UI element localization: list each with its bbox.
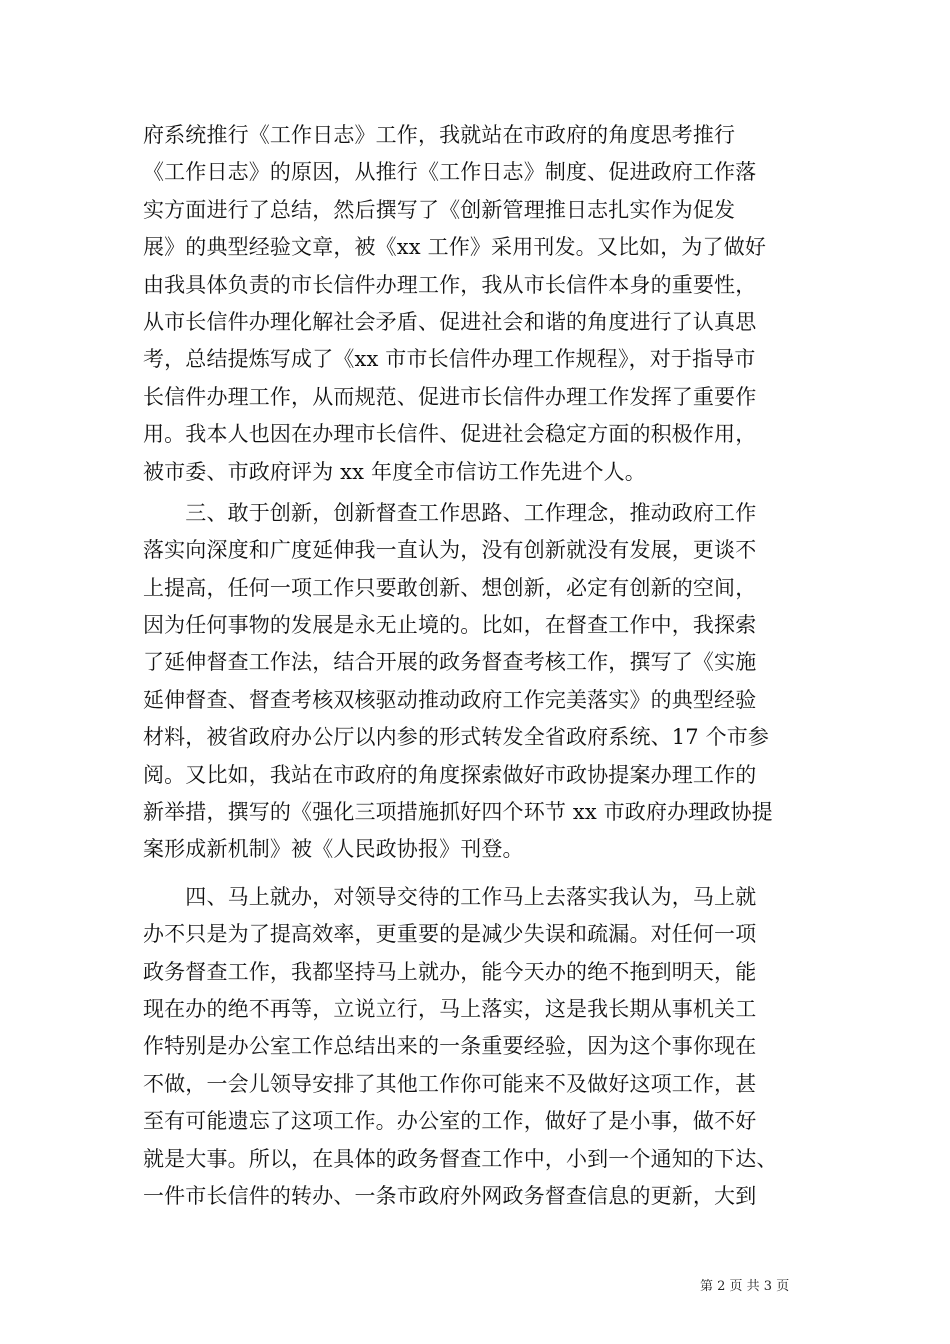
paragraph-1 xyxy=(143,117,807,491)
text-line: 三、敢于创新，创新督查工作思路、工作理念，推动政府工作 xyxy=(143,500,757,525)
text-line: 政务督查工作，我都坚持马上就办，能今天办的绝不拖到明天，能 xyxy=(143,959,757,984)
text-line: 由我具体负责的市长信件办理工作，我从市长信件本身的重要性， xyxy=(143,272,757,297)
text-line: 一件市长信件的转办、一条市政府外网政务督查信息的更新，大到 xyxy=(143,1183,757,1208)
text-line: 展》的典型经验文章，被《xx 工作》采用刊发。又比如，为了做好 xyxy=(143,235,767,260)
text-line: 办不只是为了提高效率，更重要的是减少失误和疏漏。对任何一项 xyxy=(143,922,757,947)
text-line: 阅。又比如，我站在市政府的角度探索做好市政协提案办理工作的 xyxy=(143,762,757,787)
paragraph-3 xyxy=(143,879,807,1216)
text-line: 被市委、市政府评为 xx 年度全市信访工作先进个人。 xyxy=(143,459,646,484)
text-line: 案形成新机制》被《人民政协报》刊登。 xyxy=(143,837,524,862)
text-line: 《工作日志》的原因，从推行《工作日志》制度、促进政府工作落 xyxy=(143,160,757,185)
text-line: 落实向深度和广度延伸我一直认为，没有创新就没有发展，更谈不 xyxy=(143,538,757,563)
text-line: 从市长信件办理化解社会矛盾、促进社会和谐的角度进行了认真思 xyxy=(143,309,757,334)
text-line: 新举措，撰写的《强化三项措施抓好四个环节 xx 市政府办理政协提 xyxy=(143,800,773,825)
text-line: 因为任何事物的发展是永无止境的。比如，在督查工作中，我探索 xyxy=(143,613,757,638)
text-line: 考，总结提炼写成了《xx 市市长信件办理工作规程》，对于指导市 xyxy=(143,347,756,372)
text-line: 不做，一会儿领导安排了其他工作你可能来不及做好这项工作，甚 xyxy=(143,1071,757,1096)
page-number: 第 2 页 共 3 页 xyxy=(700,1279,790,1294)
text-line: 至有可能遗忘了这项工作。办公室的工作，做好了是小事，做不好 xyxy=(143,1109,757,1134)
paragraph-spacer xyxy=(143,869,807,879)
text-line: 了延伸督查工作法，结合开展的政务督查考核工作，撰写了《实施 xyxy=(143,650,757,675)
paragraph-2 xyxy=(143,495,807,869)
text-line: 实方面进行了总结，然后撰写了《创新管理推日志扎实作为促发 xyxy=(143,197,736,222)
text-line: 就是大事。所以，在具体的政务督查工作中，小到一个通知的下达、 xyxy=(143,1146,778,1171)
text-line: 府系统推行《工作日志》工作，我就站在市政府的角度思考推行 xyxy=(143,123,736,147)
text-line: 长信件办理工作，从而规范、促进市长信件办理工作发挥了重要作 xyxy=(143,384,757,409)
text-line: 用。我本人也因在办理市长信件、促进社会稳定方面的积极作用， xyxy=(143,422,757,447)
text-line: 四、马上就办，对领导交待的工作马上去落实我认为，马上就 xyxy=(143,884,757,909)
text-line: 延伸督查、督查考核双核驱动推动政府工作完美落实》的典型经验 xyxy=(143,687,757,712)
text-line: 现在办的绝不再等，立说立行，马上落实，这是我长期从事机关工 xyxy=(143,996,757,1021)
document-body xyxy=(143,117,807,1215)
text-line: 作特别是办公室工作总结出来的一条重要经验，因为这个事你现在 xyxy=(143,1034,757,1059)
text-line: 材料，被省政府办公厅以内参的形式转发全省政府系统、17 个市参 xyxy=(143,725,770,750)
text-line: 上提高，任何一项工作只要敢创新、想创新，必定有创新的空间， xyxy=(143,575,757,600)
